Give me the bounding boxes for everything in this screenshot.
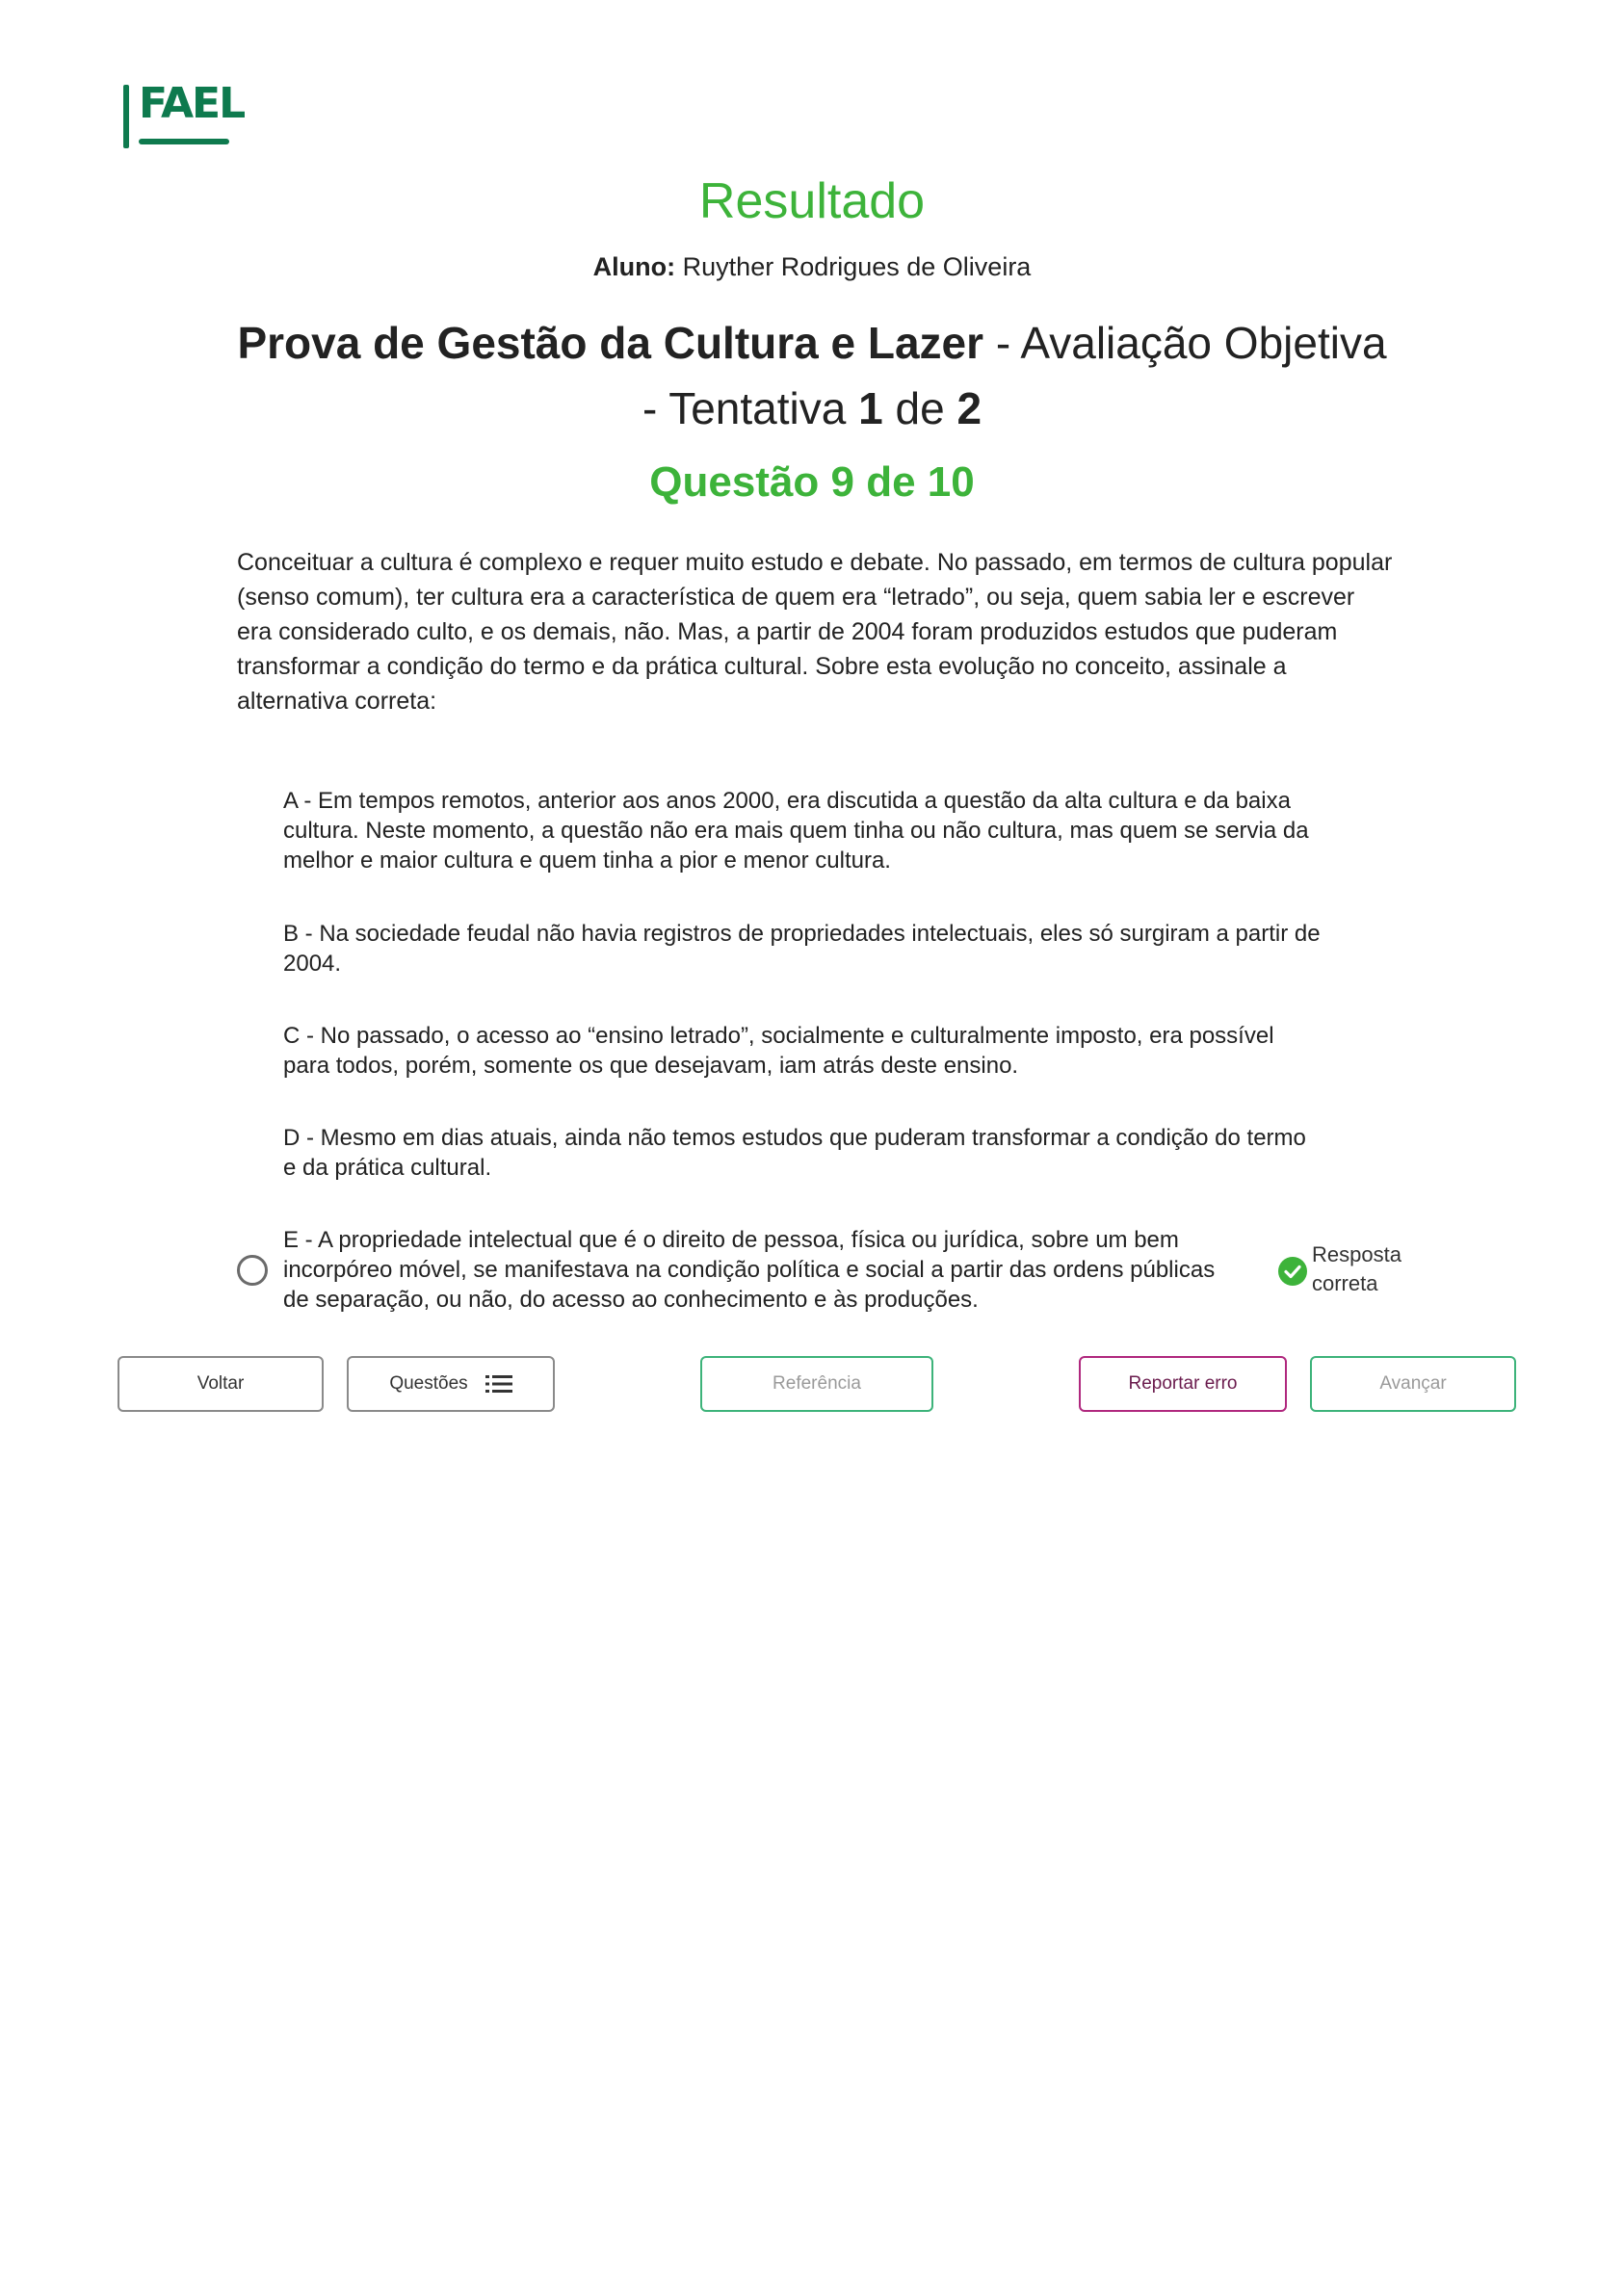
exam-name: Prova de Gestão da Cultura e Lazer (237, 318, 984, 368)
correct-answer-label: Resposta correta (1312, 1242, 1401, 1295)
check-circle-icon (1277, 1256, 1308, 1287)
next-button[interactable] (1310, 1356, 1516, 1412)
question-number: Questão 9 de 10 (649, 458, 975, 506)
report-error-button-label: Reportar erro (1128, 1373, 1238, 1394)
back-button-label: Voltar (196, 1373, 245, 1394)
questions-button-label: Questões (389, 1373, 468, 1394)
student-label: Aluno: (592, 252, 676, 281)
exam-title (222, 310, 1402, 441)
option-e-radio[interactable] (237, 1255, 268, 1286)
next-button-label: Avançar (1379, 1373, 1447, 1394)
student-line (0, 252, 1624, 282)
attempt-of: de (882, 383, 957, 433)
option-e[interactable]: E - A propriedade intelectual que é o direito de pessoa, física ou jurídica, sobre um bem incorpóreo móvel, se manifestava na condição política e social a partir das ordens públicas de separação, ou não, do acesso ao conhecimento e às produções. (283, 1227, 1216, 1313)
attempt-current: 1 (858, 383, 883, 433)
option-b: B - Na sociedade feudal não havia registros de propriedades intelectuais, eles só surgiram a partir de 2004. (283, 921, 1321, 977)
logo-bar (123, 85, 129, 148)
question-text: Conceituar a cultura é complexo e requer muito estudo e debate. No passado, em termos de cultura popular (senso comum), ter cultura era a característica de quem era “letrado”, ou seja, quem sabia ler e escrever era considerado culto, e os demais, não. Mas, a partir de 2004 foram produzidos estudos que puderam transformar a condição do termo e da prática cultural. Sobre esta evolução no conceito, assinale a alternativa correta: (237, 549, 1393, 715)
option-a: A - Em tempos remotos, anterior aos anos 2000, era discutida a questão da alta cultura e da baixa cultura. Neste momento, a questão não era mais quem tinha ou não cultura, mas quem se servia da melhor e maior cultura e quem tinha a pior e menor cultura. (283, 788, 1309, 874)
page-title: Resultado (698, 173, 926, 229)
report-error-button[interactable] (1079, 1356, 1287, 1412)
student-name: Ruyther Rodrigues de Oliveira (682, 252, 1032, 281)
logo-underline (139, 139, 229, 144)
exam-separator: - (983, 318, 1021, 368)
reference-button[interactable] (700, 1356, 933, 1412)
back-button[interactable] (118, 1356, 324, 1412)
reference-button-label: Referência (773, 1373, 861, 1394)
option-d: D - Mesmo em dias atuais, ainda não temos estudos que puderam transformar a condição do termo e da prática cultural. (283, 1125, 1306, 1181)
attempt-prefix: - Tentativa (642, 383, 859, 433)
exam-type: Avaliação Objetiva (1020, 318, 1387, 368)
fael-logo (123, 79, 245, 150)
list-icon (485, 1374, 512, 1394)
correct-answer-indicator (1277, 1240, 1431, 1298)
questions-button[interactable] (347, 1356, 555, 1412)
option-c: C - No passado, o acesso ao “ensino letrado”, socialmente e culturalmente imposto, era possível para todos, porém, somente os que desejavam, iam atrás deste ensino. (283, 1023, 1274, 1079)
attempt-total: 2 (956, 383, 982, 433)
logo-text: FAEL (139, 79, 245, 128)
